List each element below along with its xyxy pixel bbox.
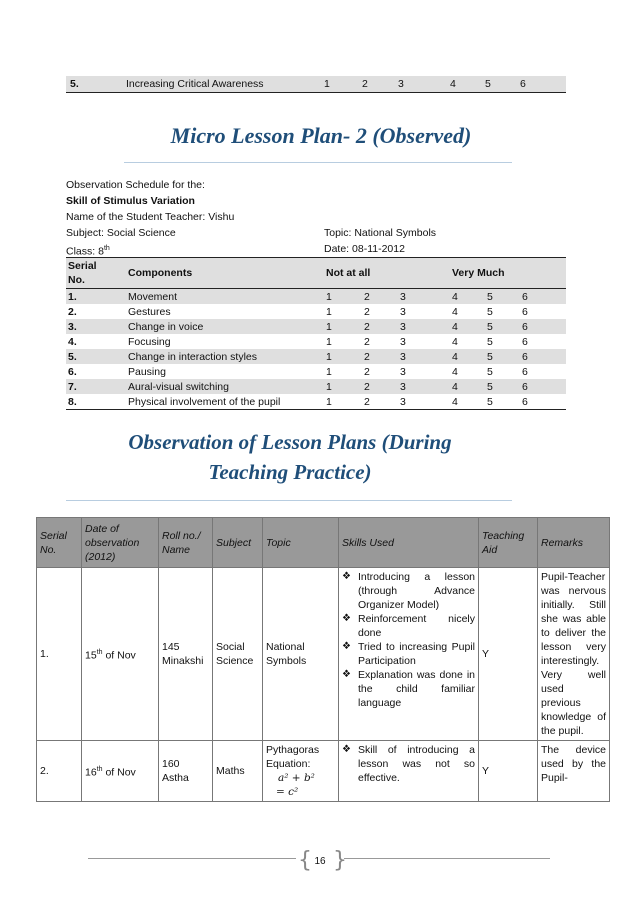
table-row: 1. Movement 1 2 3 4 5 6	[66, 289, 566, 305]
list-item: ❖ Introducing a lesson (through Advance Organizer Model)	[342, 571, 475, 611]
table-row: 5. Change in interaction styles 1 2 3 4 5 6	[66, 349, 566, 364]
table-row: 2. Gestures 1 2 3 4 5 6	[68, 305, 528, 318]
rating-2: 2	[362, 78, 368, 90]
table-row	[37, 568, 610, 741]
cell-roll: 145 Minakshi	[159, 568, 213, 741]
table-row: 6. Pausing 1 2 3 4 5 6	[68, 365, 528, 378]
observation-title-divider	[66, 500, 512, 501]
header-very-much: Very Much	[450, 258, 566, 289]
page-bracket-icon: }	[333, 848, 347, 873]
cell-subject: Maths	[213, 741, 263, 802]
table-row: 8. Physical involvement of the pupil 1 2 3 4 5 6	[66, 394, 566, 410]
table-row	[37, 741, 610, 802]
observation-schedule-table	[66, 257, 566, 410]
equation-line-2: = c²	[276, 786, 299, 798]
header-serial-no: Serial No.	[37, 518, 82, 568]
cell-topic	[263, 741, 339, 802]
cell-serial: 1.	[37, 568, 82, 741]
cell-remarks: The device used by the Pupil-	[538, 741, 610, 802]
page-bracket-icon: {	[298, 848, 312, 873]
cell-skills	[339, 741, 479, 802]
cell-date: 16th of Nov	[82, 741, 159, 802]
diamond-bullet-icon: ❖	[342, 641, 351, 652]
table-row: 7. Aural-visual switching 1 2 3 4 5 6	[66, 379, 566, 394]
list-item: ❖ Reinforcement nicely done	[342, 613, 475, 639]
cell-roll: 160 Astha	[159, 741, 213, 802]
info-line-1: Observation Schedule for the:	[66, 179, 205, 191]
info-class-text: Class: 8	[66, 245, 104, 258]
header-skills: Skills Used	[339, 518, 479, 568]
diamond-bullet-icon: ❖	[342, 571, 351, 582]
info-topic: Topic: National Symbols	[324, 227, 437, 239]
header-subject: Subject	[213, 518, 263, 568]
cell-subject: Social Science	[213, 568, 263, 741]
cell-date: 15th of Nov	[82, 568, 159, 741]
header-topic: Topic	[263, 518, 339, 568]
header-remarks: Remarks	[538, 518, 610, 568]
header-date: Date of observation (2012)	[82, 518, 159, 568]
schedule-row-continued	[66, 76, 566, 93]
topic-text: Pythagoras Equation:	[266, 744, 320, 770]
page-number: 16	[314, 856, 326, 867]
info-date: Date: 08-11-2012	[324, 243, 405, 255]
observation-header	[37, 518, 610, 568]
lesson-title: Micro Lesson Plan- 2 (Observed)	[170, 123, 472, 148]
header-serial: Serial No.	[66, 258, 126, 289]
footer-line-left	[88, 858, 296, 859]
header-components: Components	[126, 258, 324, 289]
cell-skills	[339, 568, 479, 741]
observation-title-line-2: Teaching Practice)	[208, 460, 372, 484]
schedule-header	[66, 258, 566, 289]
header-aid: Teaching Aid	[479, 518, 538, 568]
header-not-at-all: Not at all	[324, 258, 450, 289]
rating-5: 5	[485, 78, 491, 90]
title-divider	[124, 162, 512, 163]
observation-table	[36, 517, 610, 802]
equation-line-1: a² + b²	[278, 772, 315, 784]
info-class-sup: th	[103, 245, 110, 252]
footer-line-right	[344, 858, 550, 859]
observation-title	[60, 427, 520, 487]
cell-aid: Y	[479, 741, 538, 802]
list-item: ❖ Explanation was done in the child familiar language	[342, 669, 475, 709]
row-component: Increasing Critical Awareness	[126, 78, 264, 90]
info-student-teacher: Name of the Student Teacher: Vishu	[66, 211, 235, 223]
list-item: ❖ Skill of introducing a lesson was not so effective.	[342, 744, 475, 784]
cell-aid: Y	[479, 568, 538, 741]
header-roll: Roll no./ Name	[159, 518, 213, 568]
table-row: 4. Focusing 1 2 3 4 5 6	[68, 335, 528, 348]
diamond-bullet-icon: ❖	[342, 669, 351, 680]
rating-4: 4	[450, 78, 456, 90]
cell-serial: 2.	[37, 741, 82, 802]
table-row: 3. Change in voice 1 2 3 4 5 6	[66, 319, 566, 334]
list-item: ❖ Tried to increasing Pupil Participation	[342, 641, 475, 667]
observation-title-line-1: Observation of Lesson Plans (During	[128, 430, 452, 454]
rating-3: 3	[398, 78, 404, 90]
info-skill: Skill of Stimulus Variation	[66, 195, 195, 207]
diamond-bullet-icon: ❖	[342, 744, 351, 755]
row-number: 5.	[70, 78, 79, 90]
cell-remarks: Pupil-Teacher was nervous initially. Still she was able to deliver the lesson very interestingly. Very well used previous knowledge of the pupil.	[538, 568, 610, 741]
info-subject: Subject: Social Science	[66, 227, 176, 239]
diamond-bullet-icon: ❖	[342, 613, 351, 624]
rating-1: 1	[324, 78, 330, 90]
rating-6: 6	[520, 78, 526, 90]
cell-topic: National Symbols	[263, 568, 339, 741]
